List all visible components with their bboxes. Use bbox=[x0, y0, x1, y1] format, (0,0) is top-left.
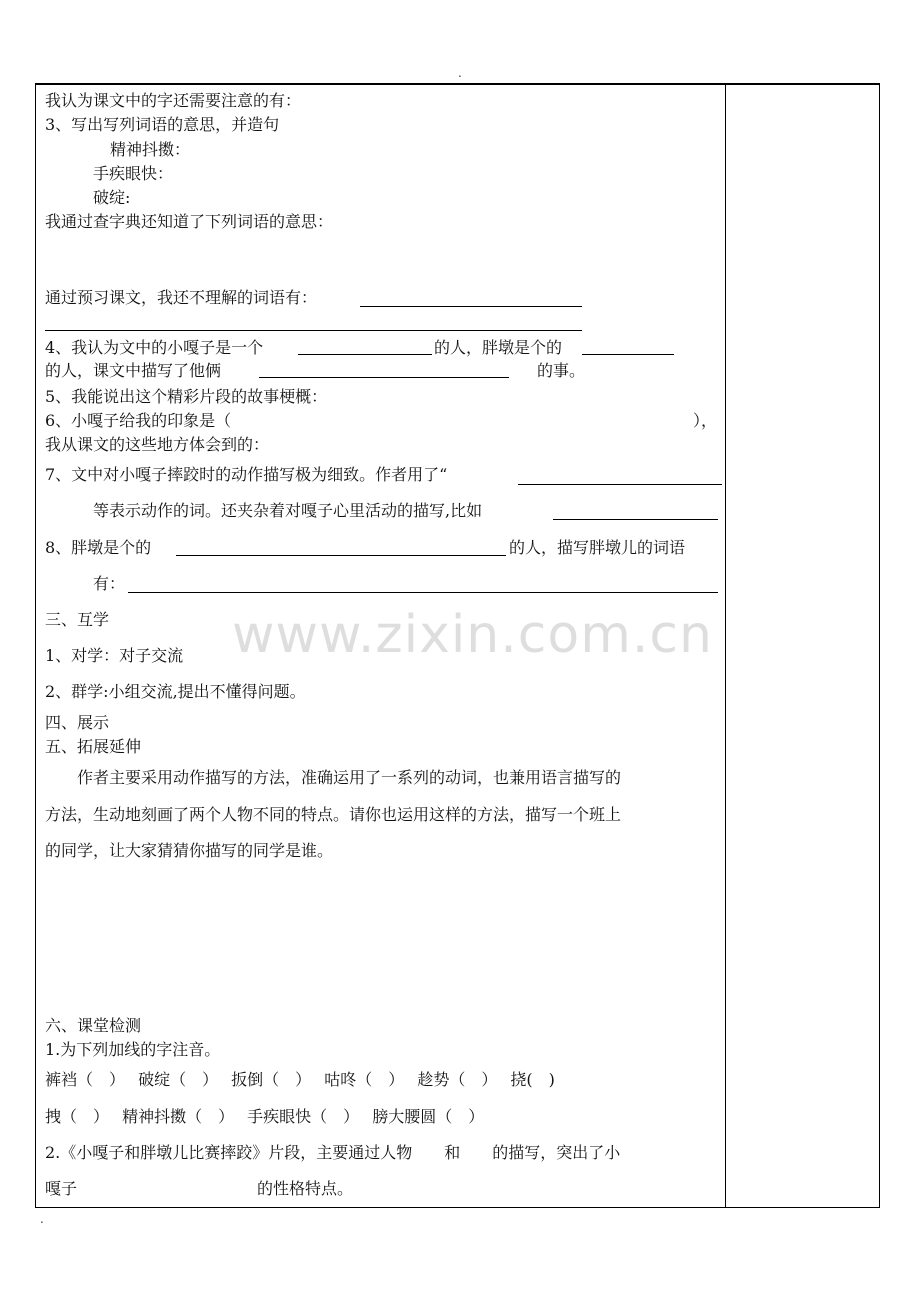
line-11b: ）， bbox=[693, 411, 718, 430]
line-3: 精神抖擞： bbox=[110, 140, 191, 159]
line-5: 破绽: bbox=[93, 188, 131, 207]
line-30b: 的性格特点。 bbox=[257, 1179, 354, 1198]
line-15b: 的人，描写胖墩儿的词语 bbox=[509, 538, 686, 557]
heading-zhanshi: 四、展示 bbox=[45, 713, 110, 732]
line-18: 1、对学：对子交流 bbox=[45, 646, 184, 665]
answer-blank-14[interactable] bbox=[553, 519, 718, 520]
line-2: 3、写出写列词语的意思，并造句 bbox=[45, 115, 280, 134]
line-29: 2.《小嘎子和胖墩儿比赛摔跤》片段，主要通过人物 和 的描写，突出了小 bbox=[45, 1143, 621, 1162]
heading-huxue: 三、互学 bbox=[45, 610, 110, 629]
line-11a: 6、小嘎子给我的印象是（ bbox=[45, 411, 232, 430]
line-8b: 的人，胖墩是个的 bbox=[434, 338, 563, 357]
answer-blank-16[interactable] bbox=[128, 592, 718, 593]
answer-blank-9[interactable] bbox=[259, 377, 509, 378]
line-1: 我认为课文中的字还需要注意的有： bbox=[45, 91, 302, 110]
line-9b: 的事。 bbox=[537, 361, 586, 380]
answer-blank-7b[interactable] bbox=[45, 330, 582, 331]
column-divider bbox=[725, 85, 726, 1207]
line-8a: 4、我认为文中的小嘎子是一个 bbox=[45, 338, 264, 357]
paragraph-line-1: 作者主要采用动作描写的方法，准确运用了一系列的动词，也兼用语言描写的 bbox=[77, 768, 622, 787]
line-14: 等表示动作的词。还夹杂着对嘎子心里活动的描写,比如 bbox=[93, 501, 483, 520]
line-6: 我通过查字典还知道了下列词语的意思： bbox=[45, 212, 334, 231]
pinyin-row-2: 拽（ ） 精神抖擞（ ） 手疾眼快（ ） 膀大腰圆（ ） bbox=[45, 1107, 485, 1126]
line-9a: 的人，课文中描写了他俩 bbox=[45, 361, 222, 380]
heading-jiance: 六、课堂检测 bbox=[45, 1016, 142, 1035]
answer-blank-8a[interactable] bbox=[298, 354, 432, 355]
line-19: 2、群学:小组交流,提出不懂得问题。 bbox=[45, 682, 306, 701]
line-10: 5、我能说出这个精彩片段的故事梗概： bbox=[45, 387, 328, 406]
line-13: 7、文中对小嘎子摔跤时的动作描写极为细致。作者用了“ bbox=[45, 465, 448, 484]
answer-blank-15[interactable] bbox=[176, 555, 506, 556]
line-12: 我从课文的这些地方体会到的： bbox=[45, 435, 270, 454]
page-marker-bottom: . bbox=[40, 1212, 44, 1226]
line-30a: 嘎子 bbox=[45, 1179, 78, 1198]
watermark: www.zixin.com.cn bbox=[232, 605, 713, 665]
line-4: 手疾眼快： bbox=[93, 164, 174, 183]
line-26: 1.为下列加线的字注音。 bbox=[45, 1040, 221, 1059]
paragraph-line-2: 方法，生动地刻画了两个人物不同的特点。请你也运用这样的方法，描写一个班上 bbox=[45, 805, 622, 824]
line-16: 有： bbox=[93, 574, 126, 593]
line-15a: 8、胖墩是个的 bbox=[45, 538, 152, 557]
page-marker-top: . bbox=[458, 66, 462, 80]
line-7: 通过预习课文，我还不理解的词语有： bbox=[45, 288, 318, 307]
heading-tuozhan: 五、拓展延伸 bbox=[45, 737, 142, 756]
paragraph-line-3: 的同学，让大家猜猜你描写的同学是谁。 bbox=[45, 841, 334, 860]
answer-blank-8b[interactable] bbox=[582, 354, 674, 355]
pinyin-row-1: 裤裆（ ） 破绽（ ） 扳倒（ ） 咕咚（ ） 趁势（ ） 挠( ) bbox=[45, 1070, 555, 1089]
answer-blank-13[interactable] bbox=[518, 484, 722, 485]
table-top-border bbox=[35, 83, 880, 85]
answer-blank-7[interactable] bbox=[360, 306, 582, 307]
